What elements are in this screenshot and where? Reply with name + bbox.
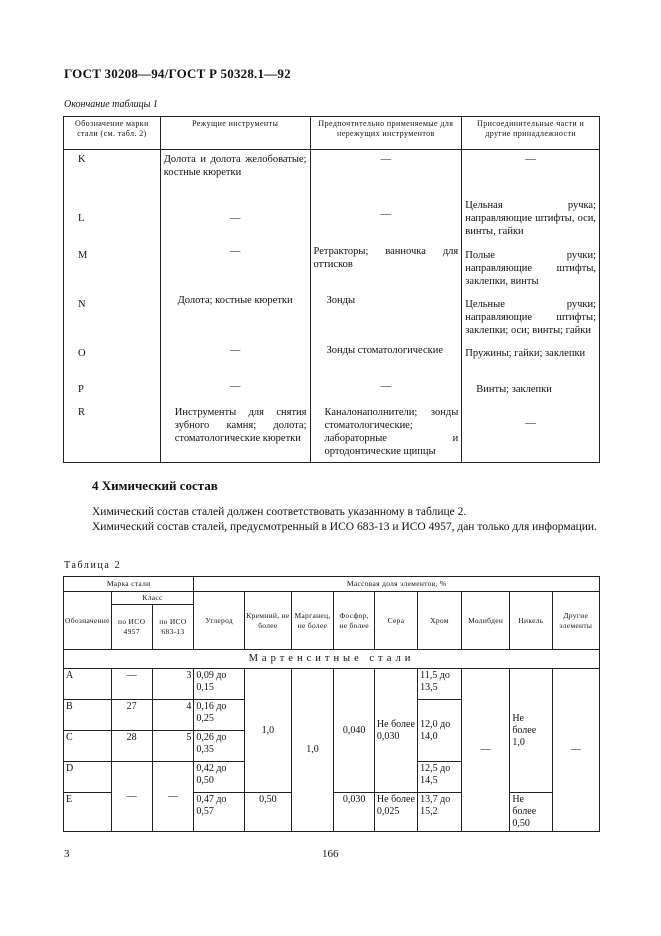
t1-header-cutting: Режущие инструменты [160, 117, 310, 150]
table-2 [63, 576, 600, 832]
t2-molybdenum-merged: — [461, 669, 509, 832]
t2-col-sulfur: Сера [374, 592, 417, 650]
t2-chromium: 11,5 до 13,5 [418, 669, 462, 700]
t1-mark: R [64, 403, 161, 463]
t2-carbon: 0,47 до 0,57 [194, 793, 245, 832]
table-2-caption: Таблица 2 [64, 560, 122, 571]
t1-cutting: Инструменты для снятия зубного камня; долота; стоматологические кюретки [160, 403, 310, 463]
t1-mark: P [64, 377, 161, 403]
t2-group-row [64, 650, 600, 669]
t2-chromium: 13,7 до 15,2 [418, 793, 462, 832]
t2-carbon: 0,26 до 0,35 [194, 731, 245, 762]
t2-sulfur: Не более 0,025 [374, 793, 417, 832]
document-header: ГОСТ 30208—94/ГОСТ Р 50328.1—92 [64, 66, 291, 81]
t1-mark: O [64, 341, 161, 377]
table-row [64, 403, 600, 463]
t2-chromium: 12,5 до 14,5 [418, 762, 462, 793]
t2-header-iso4957: по ИСО 4957 [111, 605, 152, 650]
t2-iso683-merged: — [152, 762, 194, 832]
t2-iso683: 3 [152, 669, 194, 700]
t1-noncutting: Ретракторы; ванночка для оттисков [310, 242, 462, 291]
t2-header-class: Класс [111, 592, 194, 605]
t1-noncutting: Зонды [310, 291, 462, 341]
t2-col-silicon: Кремний, не более [245, 592, 291, 650]
t2-iso683: 4 [152, 700, 194, 731]
t1-header-noncutting: Предпочтительно применяемые для нережущих инструментов [310, 117, 462, 150]
t2-nickel-merged: Не более 1,0 [510, 669, 552, 793]
t2-sulfur-merged: Не более 0,030 [374, 669, 417, 793]
t2-silicon: 0,50 [245, 793, 291, 832]
t2-header-row-1 [64, 577, 600, 592]
t1-mark: K [64, 150, 161, 196]
t1-attachments: Полые ручки; направляющие штифты, заклепки, винты [462, 242, 600, 291]
t2-carbon: 0,09 до 0,15 [194, 669, 245, 700]
t2-mark: A [64, 669, 112, 700]
t2-carbon: 0,42 до 0,50 [194, 762, 245, 793]
t1-cutting: Долота и долота желобоватые; костные кюретки [160, 150, 310, 196]
table-1-header-row [64, 117, 600, 150]
t2-nickel: Не более 0,50 [510, 793, 552, 832]
t2-col-manganese: Марганец, не более [291, 592, 334, 650]
t1-cutting: Долота; костные кюретки [160, 291, 310, 341]
t2-col-carbon: Углерод [194, 592, 245, 650]
t2-col-other: Другие элементы [552, 592, 599, 650]
table-continuation-label: Окончание таблицы 1 [64, 99, 158, 110]
t1-mark: N [64, 291, 161, 341]
t1-noncutting: Зонды стоматологические [310, 341, 462, 377]
t1-noncutting: — [310, 150, 462, 196]
t2-chromium: 12,0 до 14,0 [418, 700, 462, 762]
t1-attachments: — [462, 150, 600, 196]
t2-group-label: Мартенситные стали [64, 650, 600, 669]
t1-noncutting: — [310, 377, 462, 403]
t2-col-phosphorus: Фосфор, не более [334, 592, 375, 650]
table-row [64, 341, 600, 377]
t1-cutting: — [160, 377, 310, 403]
t2-mark: D [64, 762, 112, 793]
page-number-center: 166 [322, 848, 339, 860]
table-row [64, 150, 600, 196]
table-row [64, 196, 600, 242]
t2-iso683: 5 [152, 731, 194, 762]
t2-header-designation: Обозначение [64, 592, 112, 650]
t1-header-mark: Обозначение марки стали (см. табл. 2) [64, 117, 161, 150]
t1-mark: L [64, 196, 161, 242]
t1-cutting: — [160, 341, 310, 377]
t2-col-molybdenum: Молибден [461, 592, 509, 650]
section-title: 4 Химический состав [92, 478, 218, 493]
t2-col-chromium: Хром [418, 592, 462, 650]
table-1 [63, 116, 600, 463]
t2-mark: E [64, 793, 112, 832]
t2-header-mark: Марка стали [64, 577, 194, 592]
t2-mark: C [64, 731, 112, 762]
table-row [64, 377, 600, 403]
t2-col-nickel: Никель [510, 592, 552, 650]
t2-mark: B [64, 700, 112, 731]
t1-attachments: Пружины; гайки; заклепки [462, 341, 600, 377]
paragraph-2: Химический состав сталей, предусмотренный в ИСО 683-13 и ИСО 4957, дан только для информации. [92, 521, 597, 533]
t1-noncutting: Каналонаполнители; зонды стоматологические; лабораторные и ортодонтические щипцы [310, 403, 462, 463]
t2-iso4957: 27 [111, 700, 152, 731]
table-row [64, 291, 600, 341]
t2-silicon-merged: 1,0 [245, 669, 291, 793]
page-number-left: 3 [64, 848, 70, 860]
table-row [64, 669, 600, 700]
paragraph-1: Химический состав сталей должен соответствовать указанному в таблице 2. [92, 506, 467, 518]
t1-attachments: — [462, 403, 600, 463]
t1-header-attachments: Присоединительные части и другие принадлежности [462, 117, 600, 150]
t1-attachments: Цельная ручка; направляющие штифты, оси, винты, гайки [462, 196, 600, 242]
t2-manganese-merged: 1,0 [291, 669, 334, 832]
t1-attachments: Цельные ручки; направляющие штифты; заклепки; оси; винты; гайки [462, 291, 600, 341]
t2-iso4957-merged: — [111, 762, 152, 832]
t2-iso4957: — [111, 669, 152, 700]
t2-other-merged: — [552, 669, 599, 832]
t1-noncutting: — [310, 196, 462, 242]
t1-attachments: Винты; заклепки [462, 377, 600, 403]
t1-cutting: — [160, 242, 310, 291]
t1-mark: M [64, 242, 161, 291]
t2-phosphorus: 0,030 [334, 793, 375, 832]
t2-header-mass: Массовая доля элементов, % [194, 577, 600, 592]
t2-phosphorus-merged: 0,040 [334, 669, 375, 793]
t2-header-row-2 [64, 592, 600, 605]
t2-carbon: 0,16 до 0,25 [194, 700, 245, 731]
t2-iso4957: 28 [111, 731, 152, 762]
table-row [64, 242, 600, 291]
t2-header-iso683: по ИСО 683-13 [152, 605, 194, 650]
t1-cutting: — [160, 196, 310, 242]
